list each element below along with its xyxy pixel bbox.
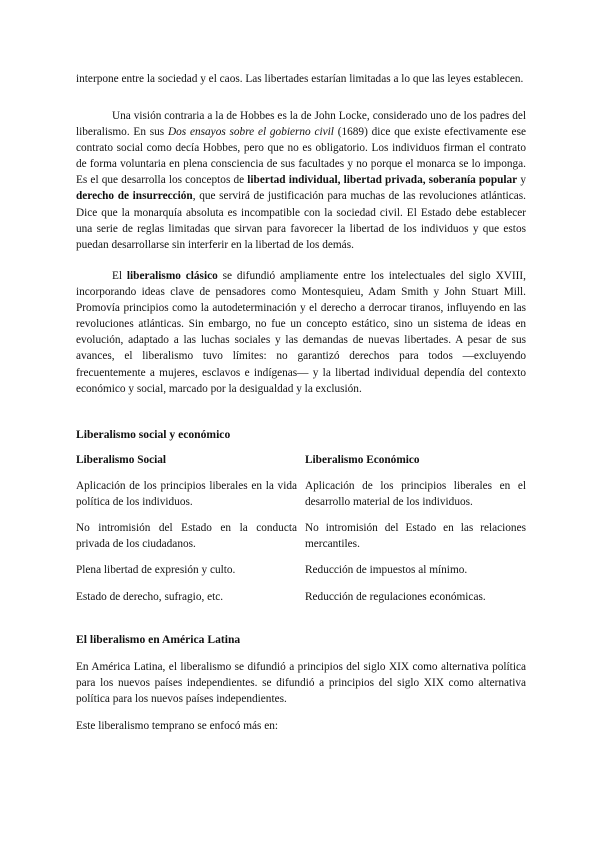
table-cell: Plena libertad de expresión y culto. [76,564,236,577]
column-header-social: Liberalismo Social [76,454,167,466]
table-cell: No intromisión del Estado en las relaciones mercantiles. [305,522,526,551]
table-row [72,516,530,558]
comparison-table [72,448,530,611]
classic-text-1: El [112,270,127,282]
table-cell: Reducción de impuestos al mínimo. [305,564,468,577]
table-cell: Estado de derecho, sufragio, etc. [76,590,224,603]
table-row [72,474,530,516]
locke-text-4: , que servirá de justificación para muchas de las revoluciones atlánticas. Dice que la monarquía absoluta es incompatible con la sociedad civil. El Estado debe establecer una serie de reglas limitadas que sirvan para favorecer la libertad de los individuos y que estos puedan desarrollarse sin interferir en la libertad de los demás. [76,190,526,251]
table-cell: Reducción de regulaciones económicas. [305,590,486,603]
section-heading-latin-america: El liberalismo en América Latina [76,633,241,646]
section-heading-social-economic: Liberalismo social y económico [76,428,231,441]
column-header-economic: Liberalismo Económico [305,454,420,466]
locke-concepts-bold: libertad individual, libertad privada, soberanía popular [247,174,518,187]
locke-text-3: y [517,174,526,187]
paragraph-classic-liberalism [76,268,526,397]
paragraph-latin-america: En América Latina, el liberalismo se difundió a principios del siglo XIX como alternativa política para los nuevos países independientes. se difundió a principios del siglo XIX como alternativa política para los nuevos países independientes. [76,661,526,706]
paragraph-locke [76,108,526,253]
classic-text-2: se difundió ampliamente entre los intelectuales del siglo XVIII, incorporando ideas clave de pensadores como Montesquieu, Adam Smith y John Stuart Mill. Promovía principios como la autodeterminación y el derecho a derrocar tiranos, influyendo en las revoluciones atlánticas. Sin embargo, no fue un concepto estático, sino un sistema de ideas en evolución, adaptado a las luchas sociales y las demandas de nuevas libertades. A pesar de sus avances, el liberalismo tuvo límites: no garantizó derechos para todos —excluyendo frecuentemente a mujeres, esclavos e indígenas— y la libertad individual dependía del contexto económico y social, marcado por la desigualdad y la exclusión. [76,270,526,395]
paragraph-hobbes-end: interpone entre la sociedad y el caos. Las libertades estarían limitadas a lo que las leyes establecen. [76,73,524,85]
classic-bold-term: liberalismo clásico [126,270,218,282]
locke-book-title: Dos ensayos sobre el gobierno civil [167,126,334,139]
locke-text-2: (1689) dice que existe efectivamente ese contrato social como decía Hobbes, pero que no es obligatorio. Los individuos firman el contrato de forma voluntaria en plena consciencia de sus facultades y no porque el monarca se lo imponga. Es el que desarrolla los conceptos de [76,126,526,187]
locke-text-1: Una visión contraria a la de Hobbes es la de John Locke, considerado uno de los padres del liberalismo. En sus [76,110,526,139]
table-cell: Aplicación de los principios liberales en la vida política de los individuos. [76,480,297,509]
table-cell: Aplicación de los principios liberales en el desarrollo material de los individuos. [305,480,526,509]
table-header-row [72,448,530,474]
table-row [72,585,530,611]
paragraph-early-liberalism: Este liberalismo temprano se enfocó más en: [76,720,279,732]
locke-insurrection-bold: derecho de insurrección [76,190,193,203]
table-cell: No intromisión del Estado en la conducta privada de los ciudadanos. [76,522,297,551]
table-row [72,558,530,584]
